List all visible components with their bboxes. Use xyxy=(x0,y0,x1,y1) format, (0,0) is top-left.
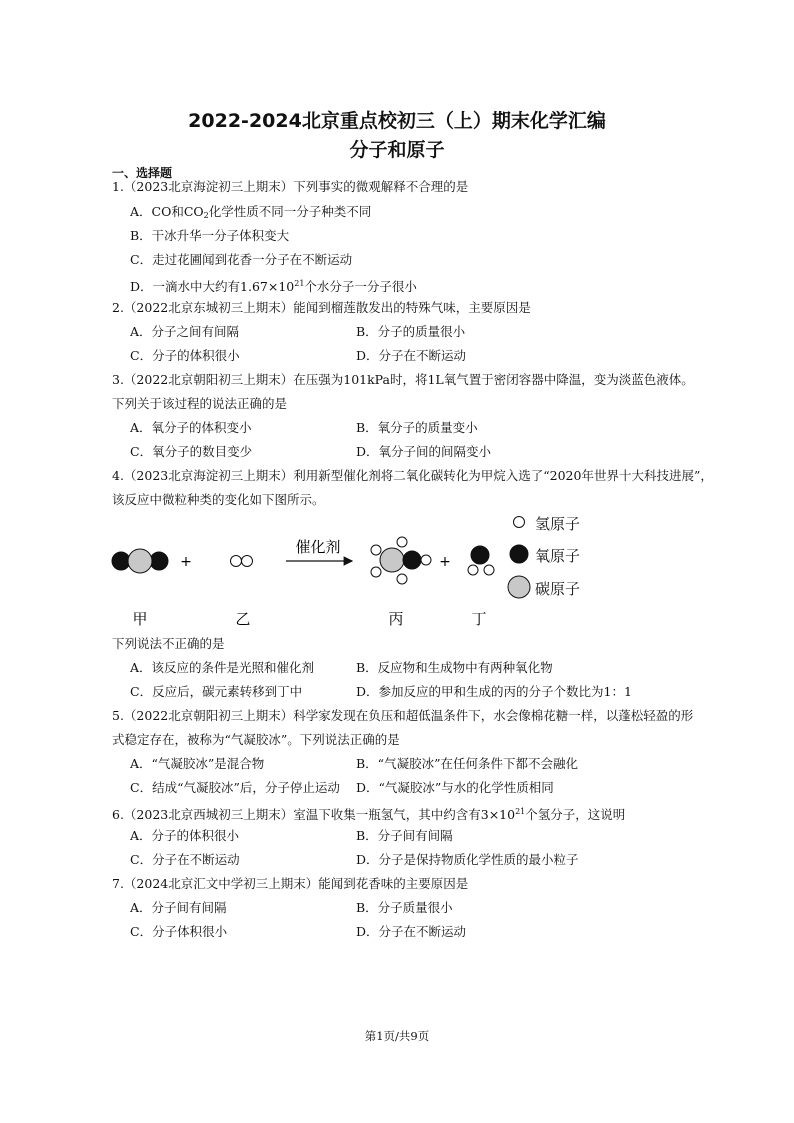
question-1-option-c: C．走过花圃闻到花香一分子在不断运动 xyxy=(130,252,353,267)
question-3-option-d: D．氧分子间的间隔变小 xyxy=(356,444,492,459)
question-2-option-c: C．分子的体积很小 xyxy=(130,348,240,363)
hydrogen-atom xyxy=(484,565,494,575)
question-4-option-c: C．反应后，碳元素转移到丁中 xyxy=(130,684,303,699)
option-text: A．CO和CO xyxy=(130,204,204,219)
section-heading: 一、选择题 xyxy=(112,166,173,180)
stem-text: 6.（2023北京西城初三上期末）室温下收集一瓶氢气，其中约含有3×10 xyxy=(112,807,516,822)
question-1-option-a xyxy=(130,204,371,224)
atom-legend xyxy=(505,512,625,612)
question-1-option-b: B．干冰升华一分子体积变大 xyxy=(130,228,290,243)
legend-hydrogen: 氢原子 xyxy=(535,515,581,533)
hydrogen-atom xyxy=(231,556,242,567)
question-1-stem: 1.（2023北京海淀初三上期末）下列事实的微观解释不合理的是 xyxy=(112,179,469,194)
carbon-atom xyxy=(508,576,530,598)
question-3-stem-line2: 下列关于该过程的说法正确的是 xyxy=(112,396,288,411)
question-2-option-d: D．分子在不断运动 xyxy=(356,348,467,363)
question-5-option-a: A．“气凝胶冰”是混合物 xyxy=(130,756,265,771)
hydrogen-atom xyxy=(371,567,381,577)
hydrogen-atom xyxy=(514,517,525,528)
stem-text: 个氢分子，这说明 xyxy=(525,807,626,822)
legend-symbols xyxy=(505,512,535,612)
question-4-stem-line3: 下列说法不正确的是 xyxy=(112,636,225,651)
molecule-yi-h2 xyxy=(231,556,253,567)
hydrogen-atom xyxy=(242,556,253,567)
oxygen-atom xyxy=(510,545,528,563)
question-7-option-c: C．分子体积很小 xyxy=(130,924,228,939)
oxygen-atom xyxy=(471,546,489,564)
question-5-option-b: B．“气凝胶冰”在任何条件下都不会融化 xyxy=(356,756,578,771)
option-text: 化学性质不同一分子种类不同 xyxy=(208,204,372,219)
question-2-option-b: B．分子的质量很小 xyxy=(356,324,466,339)
carbon-atom xyxy=(380,548,404,572)
question-6-option-c: C．分子在不断运动 xyxy=(130,852,240,867)
label-ding: 丁 xyxy=(471,610,487,628)
carbon-atom xyxy=(128,549,152,573)
question-5-stem: 5.（2022北京朝阳初三上期末）科学家发现在负压和超低温条件下，水会像棉花糖一样，以蓬松轻盈的形 xyxy=(112,708,694,723)
question-2-stem: 2.（2022北京东城初三上期末）能闻到榴莲散发出的特殊气味，主要原因是 xyxy=(112,300,531,315)
hydrogen-atom xyxy=(397,537,407,547)
question-4-option-a: A．该反应的条件是光照和催化剂 xyxy=(130,660,315,675)
plus-sign: + xyxy=(180,554,192,570)
question-3-option-a: A．氧分子的体积变小 xyxy=(130,420,252,435)
molecule-ding-h2o xyxy=(468,546,494,575)
hydrogen-atom xyxy=(397,574,407,584)
catalyst-label: 催化剂 xyxy=(295,538,341,556)
label-jia: 甲 xyxy=(132,610,148,628)
label-yi: 乙 xyxy=(235,610,251,628)
question-7-option-b: B．分子质量很小 xyxy=(356,900,453,915)
question-1-option-d xyxy=(130,276,417,295)
molecule-jia-co2 xyxy=(112,549,168,573)
document-subtitle: 分子和原子 xyxy=(349,139,445,161)
question-3-option-b: B．氧分子的质量变小 xyxy=(356,420,478,435)
molecule-bing-ch4 xyxy=(371,537,431,584)
hydrogen-atom xyxy=(371,545,381,555)
label-bing: 丙 xyxy=(388,610,404,628)
question-6-option-a: A．分子的体积很小 xyxy=(130,828,240,843)
question-5-option-c: C．结成“气凝胶冰”后，分子停止运动 xyxy=(130,780,340,795)
question-6-option-d: D．分子是保持物质化学性质的最小粒子 xyxy=(356,852,579,867)
question-6-stem xyxy=(112,804,625,823)
superscript: 21 xyxy=(515,807,526,816)
question-7-option-a: A．分子间有间隔 xyxy=(130,900,227,915)
question-5-option-d: D．“气凝胶冰”与水的化学性质相同 xyxy=(356,780,554,795)
option-text: 个水分子一分子很小 xyxy=(304,279,417,294)
option-text: D．一滴水中大约有1.67×10 xyxy=(130,279,295,294)
question-6-option-b: B．分子间有间隔 xyxy=(356,828,453,843)
question-3-option-c: C．氧分子的数目变少 xyxy=(130,444,253,459)
subscript: 2 xyxy=(203,211,209,220)
plus-sign: + xyxy=(439,554,451,570)
hydrogen-atom xyxy=(421,555,431,565)
question-7-stem: 7.（2024北京汇文中学初三上期末）能闻到花香味的主要原因是 xyxy=(112,876,469,891)
question-4-option-d: D．参加反应的甲和生成的丙的分子个数比为1：1 xyxy=(356,684,632,699)
question-4-option-b: B．反应物和生成物中有两种氧化物 xyxy=(356,660,553,675)
oxygen-atom xyxy=(403,551,421,569)
hydrogen-atom xyxy=(468,565,478,575)
legend-oxygen: 氧原子 xyxy=(535,547,581,565)
question-2-option-a: A．分子之间有间隔 xyxy=(130,324,240,339)
oxygen-atom xyxy=(150,552,168,570)
document-title: 2022-2024北京重点校初三（上）期末化学汇编 xyxy=(188,110,606,132)
question-4-stem-line2: 该反应中微粒种类的变化如下图所示。 xyxy=(112,492,325,507)
legend-carbon: 碳原子 xyxy=(535,580,581,598)
question-5-stem-line2: 式稳定存在，被称为“气凝胶冰”。下列说法正确的是 xyxy=(112,732,400,747)
page-footer: 第1页/共9页 xyxy=(364,1029,430,1043)
question-3-stem: 3.（2022北京朝阳初三上期末）在压强为101kPa时，将1L氧气置于密闭容器中降温，变为淡蓝色液体。 xyxy=(112,372,694,387)
question-4-stem: 4.（2023北京海淀初三上期末）利用新型催化剂将二氧化碳转化为甲烷入选了“2020年世界十大科技进展”， xyxy=(112,468,713,483)
superscript: 21 xyxy=(294,279,305,288)
oxygen-atom xyxy=(112,552,130,570)
question-7-option-d: D．分子在不断运动 xyxy=(356,924,467,939)
